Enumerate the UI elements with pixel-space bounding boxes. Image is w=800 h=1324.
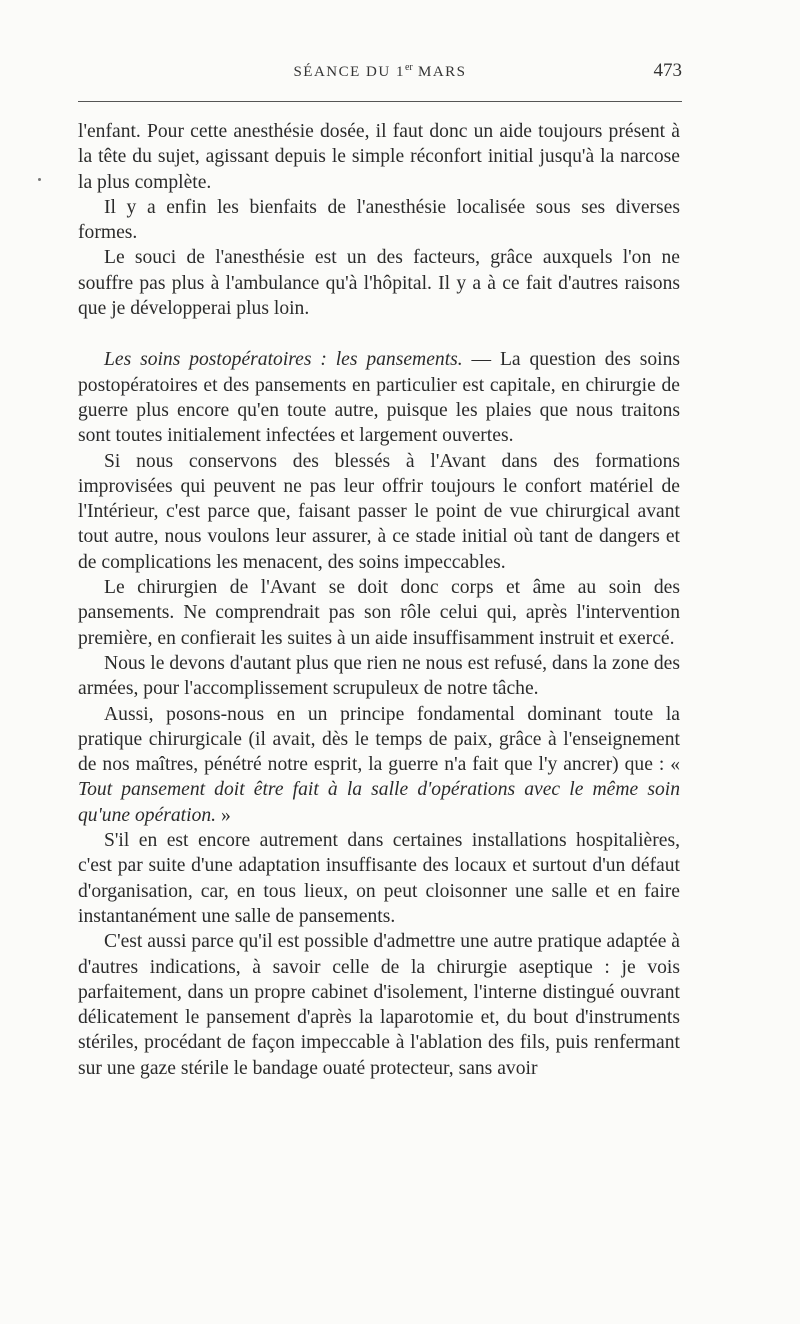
page-number: 473 (653, 60, 682, 81)
quote-close: » (216, 804, 231, 826)
paragraph-7: Nous le devons d'autant plus que rien ne nous est refusé, dans la zone des armées, pour l'accomplissement scrupuleux de notre tâche. (78, 652, 680, 700)
paragraph-9: S'il en est encore autrement dans certaines installations hospitalières, c'est par suite d'une adaptation insuffisante des locaux et surtout d'un défaut d'organisation, car, en tous lieux, on peut cloisonner une salle et en faire instantanément une salle de pansements. (78, 830, 680, 927)
running-title-end: MARS (412, 64, 467, 80)
section-heading: Les soins postopératoires : les pansements. (104, 349, 463, 371)
running-title-start: SÉANCE DU 1 (293, 64, 405, 80)
body-text (78, 119, 680, 1081)
paragraph-5: Si nous conservons des blessés à l'Avant dans des formations improvisées qui peuvent ne pas leur offrir toujours le confort matériel de l'Intérieur, c'est parce que, faisant passer le point de vue chirurgical avant tout autre, nous voulons leur assurer, à ce stade initial où tant de dangers et de complications les menacent, des soins impeccables. (78, 450, 680, 573)
paragraph-4-text: — La question des soins postopératoires et des pansements en particulier est capitale, en chirurgie de guerre plus encore qu'en toute autre, puisque les plaies que nous traitons sont toutes initialement infectées et largement ouvertes. (78, 349, 680, 447)
principle-quote: Tout pansement doit être fait à la salle d'opérations avec le même soin qu'une opération. (78, 779, 680, 826)
header-rule (78, 101, 682, 102)
page-header (78, 62, 682, 90)
paper-speck (38, 178, 41, 181)
paragraph-10: C'est aussi parce qu'il est possible d'admettre une autre pratique adaptée à d'autres indications, à savoir celle de la chirurgie aseptique : je vois parfaitement, dans un propre cabinet d'isolement, l'interne distingué ouvrant délicatement le pansement d'après la laparotomie et, du bout d'instruments stériles, procédant de façon impeccable à l'ablation des fils, puis renfermant sur une gaze stérile le bandage ouaté protecteur, sans avoir (78, 931, 680, 1079)
paragraph-2: Il y a enfin les bienfaits de l'anesthésie localisée sous ses diverses formes. (78, 196, 680, 244)
paragraph-8 (78, 702, 680, 828)
paragraph-6: Le chirurgien de l'Avant se doit donc corps et âme au soin des pansements. Ne comprendrait pas son rôle celui qui, après l'intervention première, en confierait les suites à un aide insuffisamment instruit et exercé. (78, 577, 680, 649)
paragraph-8-text: Aussi, posons-nous en un principe fondamental dominant toute la pratique chirurgicale (il avait, dès le temps de paix, grâce à l'enseignement de nos maîtres, pénétré notre esprit, la guerre n'a fait que l'y ancrer) que : « (78, 703, 680, 776)
running-title-superscript: er (404, 62, 413, 73)
paragraph-1: l'enfant. Pour cette anesthésie dosée, il faut donc un aide toujours présent à la tête du sujet, agissant depuis le simple réconfort initial jusqu'à la narcose la plus complète. (78, 121, 680, 193)
running-title (78, 62, 682, 81)
paragraph-3: Le souci de l'anesthésie est un des facteurs, grâce auxquels l'on ne souffre pas plus à l'ambulance qu'à l'hôpital. Il y a à ce fait d'autres raisons que je développerai plus loin. (78, 247, 680, 320)
paragraph-4 (78, 347, 680, 448)
